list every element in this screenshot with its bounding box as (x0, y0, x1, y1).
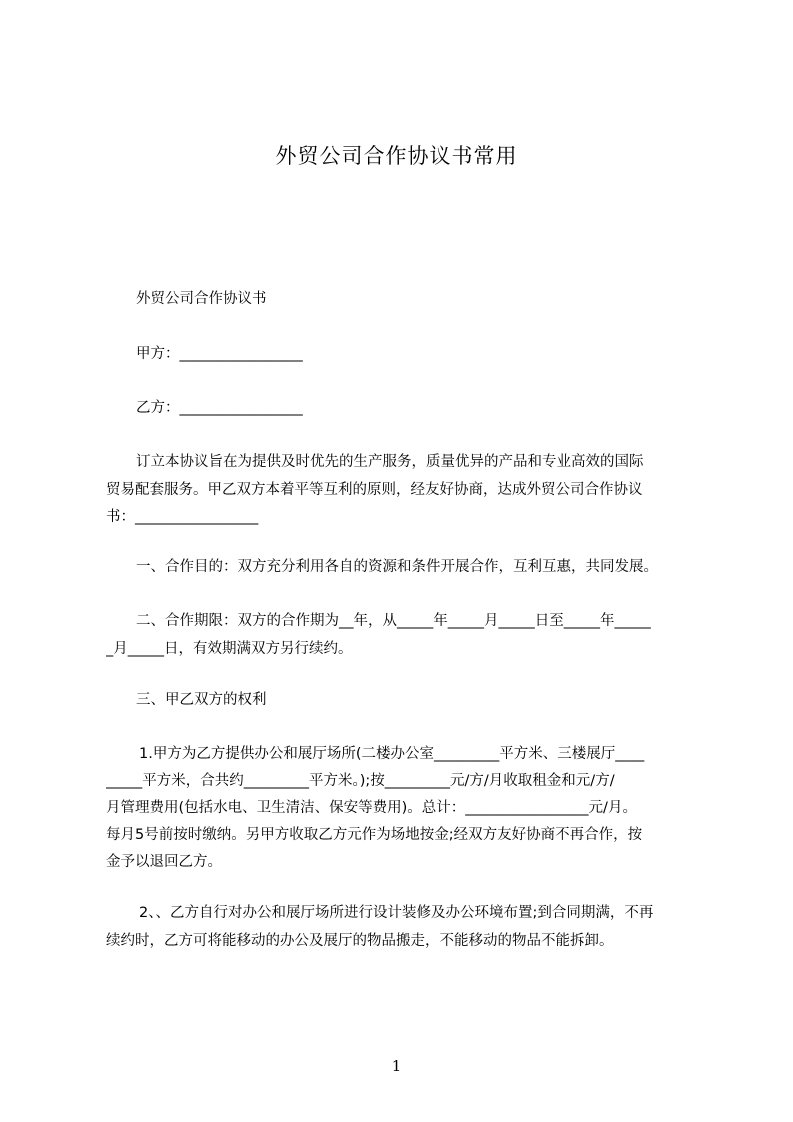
party-b-line: 乙方：_________________ (136, 400, 303, 416)
clause-1-line-3: 月管理费用(包括水电、卫生清洁、保安等费用)。总计：_________________元/月。 (106, 800, 637, 816)
page-number: 1 (391, 1057, 402, 1075)
document-title: 外贸公司合作协议书常用 (275, 144, 518, 168)
intro-line-3: 书：_________________ (106, 509, 259, 525)
clause-1-line-1: 1.甲方为乙方提供办公和展厅场所(二楼办公室_________平方米、三楼展厅____ (139, 746, 645, 762)
clause-2-line-1: 2、、乙方自行对办公和展厅场所进行设计装修及办公环境布置;到合同期满，不再 (139, 905, 654, 921)
section-2-line-2: _月_____日，有效期满双方另行续约。 (106, 641, 353, 657)
clause-1-line-4: 每月5号前按时缴纳。另甲方收取乙方元作为场地按金;经双方友好协商不再合作，按 (106, 827, 643, 843)
clause-1-line-2: _____平方米，合共约_________平方米。);按_________元/方/月收取租金和元/方/ (106, 773, 615, 789)
section-1-purpose: 一、合作目的：双方充分利用各自的资源和条件开展合作，互利互惠，共同发展。 (136, 559, 658, 575)
clause-1-line-5: 金予以退回乙方。 (106, 854, 222, 870)
intro-line-1: 订立本协议旨在为提供及时优先的生产服务，质量优异的产品和专业高效的国际 (136, 454, 644, 470)
party-a-line: 甲方：_________________ (136, 346, 303, 362)
section-3-heading: 三、甲乙双方的权利 (136, 692, 267, 708)
clause-2-line-2: 续约时，乙方可将能移动的办公及展厅的物品搬走，不能移动的物品不能拆卸。 (106, 933, 614, 949)
section-2-line-1: 二、合作期限：双方的合作期为__年，从_____年_____月_____日至_____年_____ (136, 613, 651, 629)
agreement-subtitle: 外贸公司合作协议书 (136, 291, 267, 307)
intro-line-2: 贸易配套服务。甲乙双方本着平等互利的原则，经友好协商，达成外贸公司合作协议 (106, 482, 643, 498)
